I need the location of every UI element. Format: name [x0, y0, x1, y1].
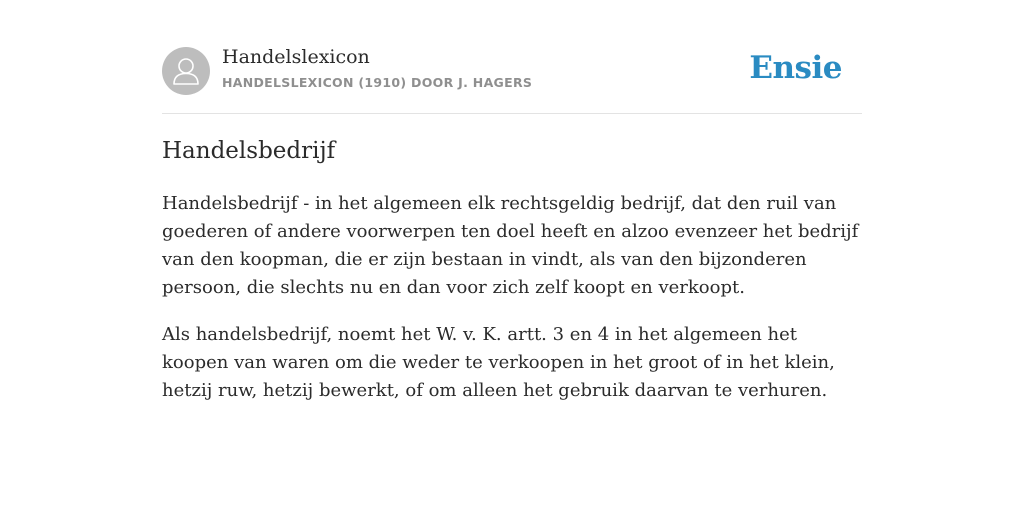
entry-paragraph: Handelsbedrijf - in het algemeen elk rechtsgeldig bedrijf, dat den ruil van goederen of andere voorwerpen ten doel heeft en alzoo evenzeer het bedrijf van den koopman, die er zijn bestaan in vindt, als van den bijzonderen persoon, die slechts nu en dan voor zich zelf koopt en verkoopt. — [162, 193, 859, 298]
entry-title: Handelsbedrijf — [162, 138, 336, 164]
user-icon — [162, 47, 210, 95]
source-avatar[interactable] — [162, 47, 210, 95]
source-header — [162, 0, 862, 114]
source-subtitle: HANDELSLEXICON (1910) DOOR J. HAGERS — [222, 75, 533, 90]
entry-paragraph: Als handelsbedrijf, noemt het W. v. K. artt. 3 en 4 in het algemeen het koopen van waren om die weder te verkoopen in het groot of in het klein, hetzij ruw, hetzij bewerkt, of om alleen het gebruik daarvan te verhuren. — [162, 324, 835, 401]
source-title[interactable]: Handelslexicon — [222, 46, 370, 68]
entry-card — [162, 0, 862, 401]
ensie-logo[interactable]: Ensie — [749, 50, 842, 86]
